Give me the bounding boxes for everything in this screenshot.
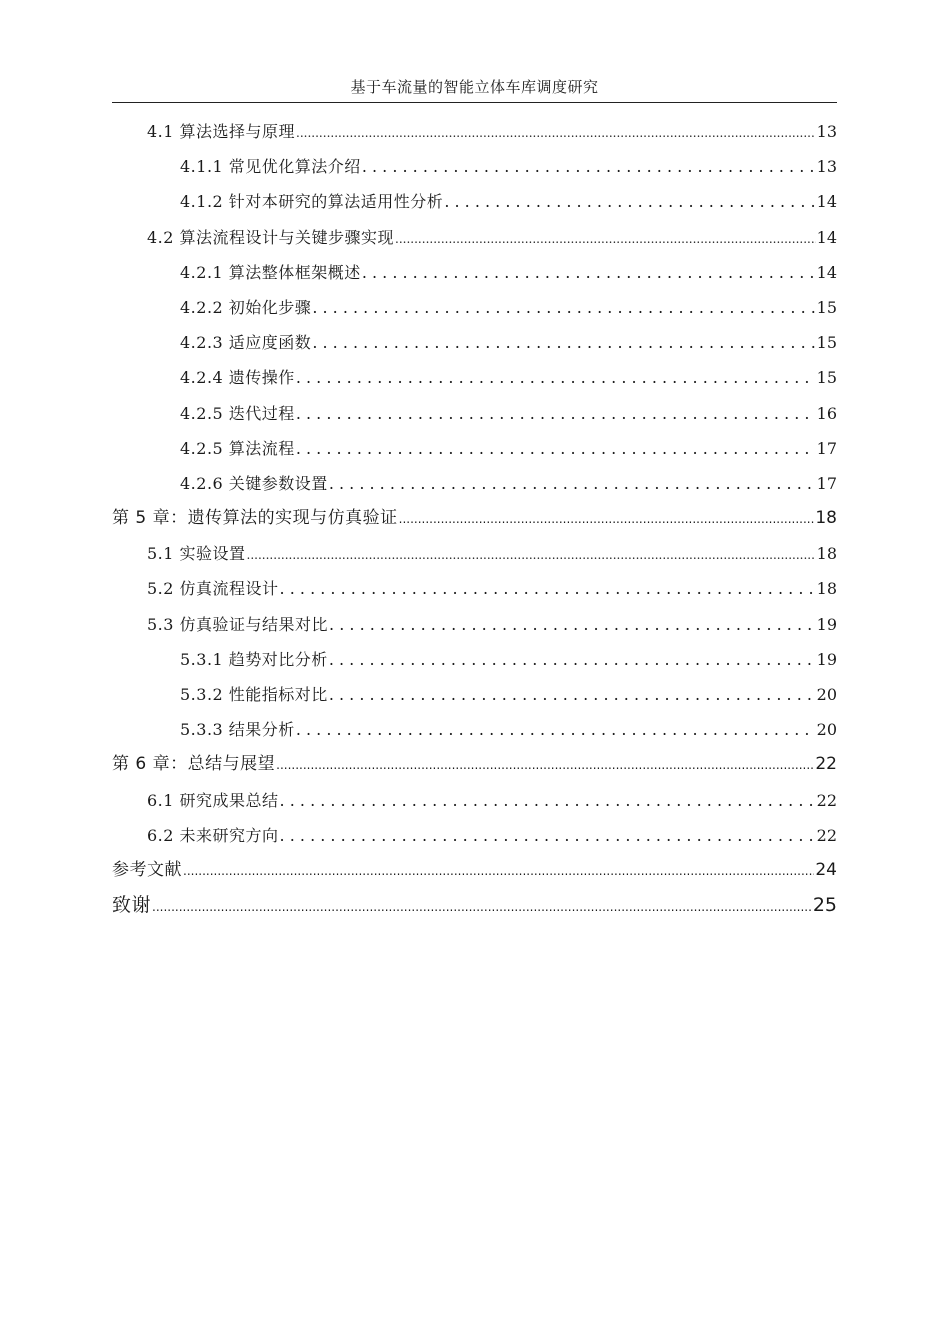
toc-entry[interactable] [112, 360, 837, 395]
toc-dot-leader [296, 712, 816, 747]
toc-entry-label: 4.2.2 初始化步骤 [180, 297, 312, 317]
toc-entry-label: 6.2 未来研究方向 [147, 825, 279, 845]
toc-entry-page-number: 20 [816, 720, 837, 740]
toc-entry-label: 4.2.4 遗传操作 [180, 368, 295, 388]
toc-entry[interactable] [112, 783, 837, 818]
toc-entry-page-number: 15 [816, 297, 837, 317]
toc-entry-label: 4.2.3 适应度函数 [180, 333, 312, 353]
toc-dot-leader [296, 360, 816, 395]
toc-entry-label: 4.2.1 算法整体框架概述 [180, 262, 361, 282]
toc-dot-leader [247, 538, 816, 571]
toc-entry[interactable] [112, 888, 837, 923]
toc-dot-leader [296, 431, 816, 466]
toc-entry[interactable] [112, 396, 837, 431]
toc-entry-label: 参考文献 [112, 859, 182, 880]
toc-entry-page-number: 18 [816, 544, 837, 564]
toc-dot-leader [329, 677, 816, 712]
toc-entry-label: 第 5 章：遗传算法的实现与仿真验证 [112, 508, 398, 529]
toc-entry[interactable] [112, 466, 837, 501]
toc-entry-label: 5.1 实验设置 [147, 544, 246, 564]
toc-dot-leader [312, 290, 815, 325]
toc-entry[interactable] [112, 747, 837, 782]
toc-entry-label: 4.2.5 迭代过程 [180, 403, 295, 423]
toc-entry-page-number: 13 [816, 157, 837, 177]
toc-entry-label: 致谢 [112, 894, 152, 917]
header-rule [112, 102, 837, 103]
toc-dot-leader [183, 854, 814, 888]
toc-entry[interactable] [112, 571, 837, 606]
toc-dot-leader [296, 116, 816, 149]
toc-dot-leader [329, 642, 816, 677]
toc-entry-page-number: 24 [815, 859, 837, 880]
toc-entry[interactable] [112, 536, 837, 571]
toc-entry-page-number: 18 [816, 579, 837, 599]
toc-entry-page-number: 17 [816, 473, 837, 493]
toc-entry-label: 6.1 研究成果总结 [147, 790, 279, 810]
toc-entry[interactable] [112, 712, 837, 747]
toc-entry[interactable] [112, 149, 837, 184]
toc-dot-leader [152, 890, 812, 923]
toc-entry-page-number: 16 [816, 403, 837, 423]
toc-entry-label: 5.2 仿真流程设计 [147, 579, 279, 599]
toc-entry[interactable] [112, 642, 837, 677]
toc-entry[interactable] [112, 184, 837, 219]
toc-entry-label: 4.2 算法流程设计与关键步骤实现 [147, 227, 395, 247]
toc-entry-label: 4.2.5 算法流程 [180, 438, 295, 458]
toc-entry-label: 5.3.3 结果分析 [180, 720, 295, 740]
toc-dot-leader [280, 571, 816, 606]
toc-entry-page-number: 17 [816, 438, 837, 458]
toc-entry-page-number: 19 [816, 614, 837, 634]
toc-dot-leader [296, 396, 816, 431]
toc-entry-label: 4.1.1 常见优化算法介绍 [180, 157, 361, 177]
toc-entry[interactable] [112, 255, 837, 290]
toc-entry-page-number: 19 [816, 649, 837, 669]
toc-dot-leader [395, 222, 816, 255]
toc-entry-label: 4.1.2 针对本研究的算法适用性分析 [180, 192, 444, 212]
toc-entry[interactable] [112, 501, 837, 536]
toc-entry[interactable] [112, 114, 837, 149]
toc-entry-label: 5.3.1 趋势对比分析 [180, 649, 328, 669]
toc-entry-page-number: 13 [816, 122, 837, 141]
toc-entry-page-number: 25 [812, 894, 837, 917]
toc-dot-leader [312, 325, 815, 360]
toc-entry-page-number: 14 [816, 227, 837, 247]
toc-entry-page-number: 15 [816, 333, 837, 353]
toc-entry[interactable] [112, 818, 837, 853]
toc-dot-leader [329, 466, 816, 501]
toc-dot-leader [280, 818, 816, 853]
toc-entry-page-number: 15 [816, 368, 837, 388]
toc-entry-page-number: 14 [816, 262, 837, 282]
toc-entry-label: 第 6 章：总结与展望 [112, 754, 276, 775]
toc-entry[interactable] [112, 853, 837, 888]
toc-dot-leader [362, 149, 816, 184]
toc-entry-page-number: 22 [816, 825, 837, 845]
toc-entry-label: 5.3 仿真验证与结果对比 [147, 614, 329, 634]
toc-entry[interactable] [112, 290, 837, 325]
toc-entry[interactable] [112, 677, 837, 712]
toc-entry-page-number: 22 [816, 790, 837, 810]
toc-entry-label: 4.1 算法选择与原理 [147, 122, 296, 141]
toc-entry-label: 4.2.6 关键参数设置 [180, 473, 328, 493]
toc-entry[interactable] [112, 325, 837, 360]
toc-entry-label: 5.3.2 性能指标对比 [180, 685, 328, 704]
toc-dot-leader [276, 748, 814, 782]
toc-dot-leader [362, 255, 816, 290]
toc-dot-leader [280, 783, 816, 818]
toc-dot-leader [399, 502, 815, 536]
toc-entry[interactable] [112, 220, 837, 255]
toc-entry[interactable] [112, 431, 837, 466]
toc-entry-page-number: 18 [815, 508, 837, 529]
toc-dot-leader [444, 184, 815, 219]
toc-entry-page-number: 14 [816, 192, 837, 212]
running-header: 基于车流量的智能立体车库调度研究 [350, 78, 599, 96]
table-of-contents [112, 114, 837, 923]
toc-entry-page-number: 22 [815, 754, 837, 775]
toc-dot-leader [329, 607, 816, 642]
toc-entry[interactable] [112, 607, 837, 642]
toc-entry-page-number: 20 [816, 685, 837, 704]
